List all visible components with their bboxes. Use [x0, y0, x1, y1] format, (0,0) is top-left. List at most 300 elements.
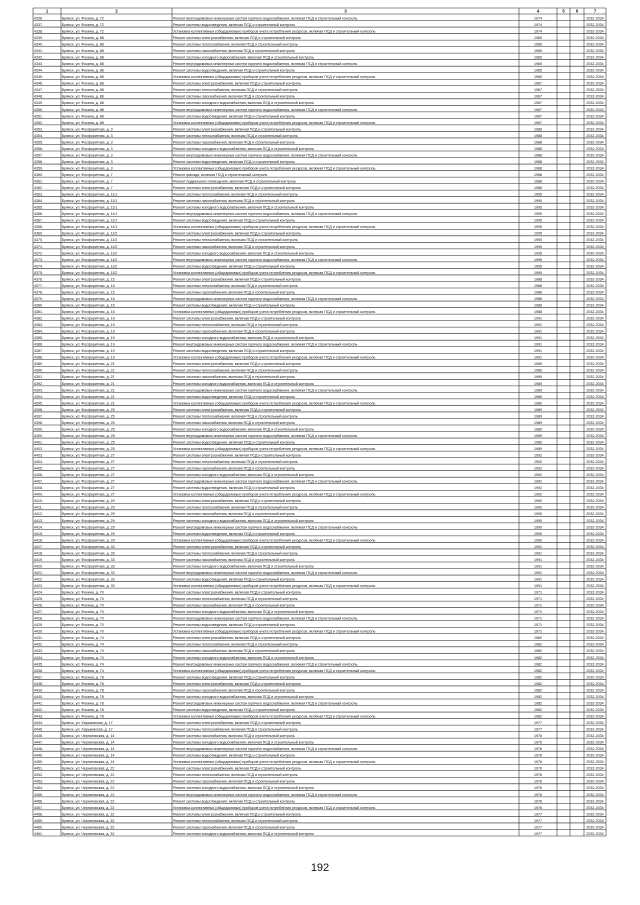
row-work-type: Ремонт системы холодного водоснабжения, включая ПСД и строительный контроль	[173, 251, 314, 256]
row-work-type: Установка коллективных (общедомовых) приборов учета потребления ресурсов, включая ПСД и строительный контроль	[173, 538, 376, 543]
table-row	[34, 760, 604, 764]
row-year: 1976	[534, 805, 542, 810]
row-period: 2032-2034	[586, 590, 604, 595]
table-row	[34, 519, 604, 523]
table-row	[34, 421, 604, 425]
row-work-type: Ремонт внутридомовых инженерных систем горячего водоснабжения, включая ПСД и строительный контроль	[173, 570, 358, 575]
table-row	[34, 297, 604, 301]
row-period: 2032-2034	[586, 153, 604, 158]
row-year: 1974	[534, 29, 542, 34]
row-work-type: Ремонт внутридомовых инженерных систем горячего водоснабжения, включая ПСД и строительный контроль	[173, 662, 358, 667]
row-work-type: Ремонт системы газоснабжения, включая ПСД и строительный контроль	[173, 603, 295, 608]
table-row	[34, 493, 604, 497]
row-period: 2032-2034	[586, 714, 604, 719]
row-address: Брянск, ул. Фосфоритная, д. 11/1	[62, 225, 118, 230]
row-address: Брянск, ул. Фосфоритная, д. 11/1	[62, 212, 118, 217]
row-year: 1965	[534, 68, 542, 73]
table-row	[34, 232, 604, 236]
row-number: 4390.	[34, 368, 43, 373]
row-number: 4429.	[34, 623, 43, 628]
row-period: 2032-2034	[586, 831, 604, 836]
row-work-type: Ремонт подвального помещения, включая ПСД и строительный контроль	[173, 179, 296, 184]
row-work-type: Установка коллективных (общедомовых) приборов учета потребления ресурсов, включая ПСД и строительный контроль	[173, 668, 376, 673]
row-number: 4380.	[34, 303, 43, 308]
row-address: Брянск, ул. Фокина, д. 88	[62, 68, 104, 73]
row-address: Брянск, ул. Черниговская, д. 22	[62, 779, 115, 784]
row-year: 1989	[534, 414, 542, 419]
table-row	[34, 440, 604, 444]
row-year: 1976	[534, 747, 542, 752]
row-period: 2032-2034	[586, 505, 604, 510]
table-row	[34, 675, 604, 679]
row-address: Брянск, ул. Фосфоритная, д. 11/1	[62, 218, 118, 223]
row-period: 2032-2034	[586, 486, 604, 491]
row-number: 4426.	[34, 603, 43, 608]
row-work-type: Ремонт системы холодного водоснабжения, включая ПСД и строительный контроль	[173, 336, 314, 341]
table-row	[34, 584, 604, 588]
row-period: 2032-2034	[586, 688, 604, 693]
row-work-type: Ремонт системы электроснабжения, включая ПСД и строительный контроль	[173, 453, 302, 458]
row-number: 4338.	[34, 29, 43, 34]
row-address: Брянск, ул. Фокина, д. 72	[62, 16, 104, 21]
row-work-type: Ремонт системы электроснабжения, включая ПСД и строительный контроль	[173, 636, 302, 641]
row-work-type: Ремонт системы холодного водоснабжения, включая ПСД и строительный контроль	[173, 518, 314, 523]
table-row	[34, 69, 604, 73]
row-work-type: Ремонт системы водоотведения, включая ПСД и строительный контроль	[173, 114, 296, 119]
table-row	[34, 454, 604, 458]
page-number: 192	[310, 862, 330, 874]
row-address: Брянск, ул. Фосфоритная, д. 11/2	[62, 270, 118, 275]
table-row	[34, 180, 604, 184]
row-number: 4437.	[34, 675, 43, 680]
row-work-type: Ремонт системы теплоснабжения, включая ПСД и строительный контроль	[173, 283, 298, 288]
row-period: 2032-2034	[586, 186, 604, 191]
row-period: 2032-2034	[586, 120, 604, 125]
row-year: 1982	[534, 649, 542, 654]
row-number: 4357.	[34, 153, 43, 158]
row-address: Брянск, ул. Фокина, д. 70	[62, 590, 104, 595]
row-number: 4355.	[34, 140, 43, 145]
row-year: 1977	[534, 825, 542, 830]
row-year: 1967	[534, 107, 542, 112]
row-year: 1967	[534, 94, 542, 99]
table-row	[34, 649, 604, 653]
row-period: 2032-2034	[586, 479, 604, 484]
row-number: 4343.	[34, 62, 43, 67]
row-work-type: Ремонт системы водоотведения, включая ПСД и строительный контроль	[173, 218, 296, 223]
row-address: Брянск, ул. Фокина, д. 78	[62, 701, 104, 706]
row-number: 4336.	[34, 16, 43, 21]
row-period: 2032-2034	[586, 499, 604, 504]
row-number: 4412.	[34, 512, 43, 517]
table-row	[34, 656, 604, 660]
row-year: 1989	[534, 401, 542, 406]
row-address: Брянск, ул. Черниговская, д. 32	[62, 818, 115, 823]
row-number: 4348.	[34, 94, 43, 99]
row-year: 1992	[534, 486, 542, 491]
row-address: Брянск, ул. Фокина, д. 88	[62, 55, 104, 60]
row-year: 1988	[534, 283, 542, 288]
row-number: 4424.	[34, 590, 43, 595]
row-number: 4379.	[34, 296, 43, 301]
row-address: Брянск, ул. Фосфоритная, д. 25	[62, 420, 115, 425]
row-year: 1982	[534, 681, 542, 686]
table-row	[34, 701, 604, 705]
row-work-type: Ремонт системы холодного водоснабжения, включая ПСД и строительный контроль	[173, 146, 314, 151]
table-row	[34, 669, 604, 673]
row-address: Брянск, ул. Фосфоритная, д. 27	[62, 473, 115, 478]
row-address: Брянск, ул. Фосфоритная, д. 7	[62, 179, 113, 184]
row-period: 2032-2034	[586, 433, 604, 438]
row-number: 4434.	[34, 655, 43, 660]
row-work-type: Ремонт системы электроснабжения, включая ПСД и строительный контроль	[173, 499, 302, 504]
row-number: 4395.	[34, 401, 43, 406]
row-address: Брянск, ул. Фосфоритная, д. 7	[62, 186, 113, 191]
row-year: 1976	[534, 786, 542, 791]
table-row	[34, 290, 604, 294]
row-year: 1974	[534, 16, 542, 21]
row-number: 4363.	[34, 192, 43, 197]
row-year: 1992	[534, 453, 542, 458]
row-period: 2032-2034	[586, 766, 604, 771]
row-number: 4449.	[34, 753, 43, 758]
row-year: 1967	[534, 81, 542, 86]
row-work-type: Ремонт системы электроснабжения, включая ПСД и строительный контроль	[173, 590, 302, 595]
row-number: 4419.	[34, 557, 43, 562]
row-work-type: Ремонт системы теплоснабжения, включая ПСД и строительный контроль	[173, 88, 298, 93]
row-work-type: Ремонт системы электроснабжения, включая ПСД и строительный контроль	[173, 362, 302, 367]
row-number: 4460.	[34, 825, 43, 830]
row-period: 2032-2034	[586, 55, 604, 60]
row-year: 1965	[534, 75, 542, 80]
row-year: 1971	[534, 590, 542, 595]
row-year: 1990	[534, 525, 542, 530]
row-work-type: Установка коллективных (общедомовых) приборов учета потребления ресурсов, включая ПСД и строительный контроль	[173, 309, 376, 314]
row-address: Брянск, ул. Фокина, д. 70	[62, 623, 104, 628]
table-row	[34, 793, 604, 797]
row-number: 4411.	[34, 505, 43, 510]
row-year: 1992	[534, 460, 542, 465]
row-period: 2032-2034	[586, 570, 604, 575]
row-number: 4368.	[34, 225, 43, 230]
row-period: 2032-2034	[586, 805, 604, 810]
row-period: 2032-2034	[586, 407, 604, 412]
row-period: 2032-2034	[586, 336, 604, 341]
row-address: Брянск, ул. Фосфоритная, д. 27	[62, 460, 115, 465]
row-work-type: Установка коллективных (общедомовых) приборов учета потребления ресурсов, включая ПСД и строительный контроль	[173, 29, 376, 34]
column-header-7: 7	[593, 8, 597, 14]
table-row	[34, 728, 604, 732]
table-row	[34, 486, 604, 490]
row-year: 1995	[534, 270, 542, 275]
row-year: 1982	[534, 675, 542, 680]
row-work-type: Ремонт системы теплоснабжения, включая ПСД и строительный контроль	[173, 460, 298, 465]
row-work-type: Ремонт системы электроснабжения, включая ПСД и строительный контроль	[173, 544, 302, 549]
row-address: Брянск, ул. Фосфоритная, д. 29	[62, 512, 115, 517]
row-period: 2032-2034	[586, 414, 604, 419]
row-number: 4385.	[34, 336, 43, 341]
row-period: 2032-2034	[586, 290, 604, 295]
row-period: 2032-2034	[586, 199, 604, 204]
row-work-type: Ремонт системы теплоснабжения, включая ПСД и строительный контроль	[173, 505, 298, 510]
table-row	[34, 754, 604, 758]
table-row	[34, 127, 604, 131]
row-year: 1982	[534, 642, 542, 647]
row-period: 2032-2034	[586, 446, 604, 451]
table-row	[34, 395, 604, 399]
row-year: 1995	[534, 192, 542, 197]
row-year: 1982	[534, 694, 542, 699]
row-period: 2032-2034	[586, 329, 604, 334]
row-number: 4456.	[34, 799, 43, 804]
row-work-type: Ремонт системы водоотведения, включая ПСД и строительный контроль	[173, 264, 296, 269]
row-work-type: Ремонт внутридомовых инженерных систем горячего водоснабжения, включая ПСД и строительный контроль	[173, 212, 358, 217]
row-number: 4372.	[34, 251, 43, 256]
row-number: 4425.	[34, 597, 43, 602]
row-work-type: Установка коллективных (общедомовых) приборов учета потребления ресурсов, включая ПСД и строительный контроль	[173, 166, 376, 171]
column-header-3: 3	[344, 8, 347, 14]
row-year: 1991	[534, 551, 542, 556]
table-row	[34, 558, 604, 562]
row-number: 4407.	[34, 479, 43, 484]
row-number: 4433.	[34, 649, 43, 654]
row-period: 2032-2034	[586, 610, 604, 615]
row-year: 1977	[534, 727, 542, 732]
row-period: 2032-2034	[586, 512, 604, 517]
row-address: Брянск, ул. Фосфоритная, д. 3	[62, 146, 113, 151]
table-row	[34, 284, 604, 288]
row-number: 4369.	[34, 231, 43, 236]
row-work-type: Ремонт системы электроснабжения, включая ПСД и строительный контроль	[173, 720, 302, 725]
table-row	[34, 160, 604, 164]
row-period: 2032-2034	[586, 35, 604, 40]
row-work-type: Ремонт системы электроснабжения, включая ПСД и строительный контроль	[173, 681, 302, 686]
row-period: 2032-2034	[586, 747, 604, 752]
row-number: 4439.	[34, 688, 43, 693]
row-address: Брянск, ул. Черниговская, д. 22	[62, 799, 115, 804]
row-year: 1988	[534, 153, 542, 158]
row-period: 2032-2034	[586, 81, 604, 86]
table-row	[34, 434, 604, 438]
table-row	[34, 773, 604, 777]
row-year: 1995	[534, 205, 542, 210]
row-period: 2032-2034	[586, 244, 604, 249]
row-period: 2032-2034	[586, 825, 604, 830]
row-year: 1991	[534, 336, 542, 341]
row-period: 2032-2034	[586, 818, 604, 823]
row-number: 4446.	[34, 734, 43, 739]
row-year: 1982	[534, 701, 542, 706]
table-row	[34, 819, 604, 823]
table-row	[34, 741, 604, 745]
table-row	[34, 597, 604, 601]
row-work-type: Ремонт внутридомовых инженерных систем горячего водоснабжения, включая ПСД и строительный контроль	[173, 388, 358, 393]
row-address: Брянск, ул. Харьковская, д. 17	[62, 720, 113, 725]
row-year: 1992	[534, 492, 542, 497]
row-number: 4408.	[34, 486, 43, 491]
table-row	[34, 310, 604, 314]
column-header-2: 2	[115, 8, 118, 14]
table-row	[34, 506, 604, 510]
row-address: Брянск, ул. Черниговская, д. 32	[62, 812, 115, 817]
row-number: 4384.	[34, 329, 43, 334]
row-period: 2032-2034	[586, 538, 604, 543]
row-work-type: Ремонт внутридомовых инженерных систем горячего водоснабжения, включая ПСД и строительный контроль	[173, 433, 358, 438]
row-period: 2032-2034	[586, 551, 604, 556]
row-number: 4415.	[34, 531, 43, 536]
row-period: 2032-2034	[586, 577, 604, 582]
table-row	[34, 636, 604, 640]
row-year: 1977	[534, 831, 542, 836]
table-row	[34, 604, 604, 608]
row-number: 4351.	[34, 114, 43, 119]
row-number: 4366.	[34, 212, 43, 217]
row-period: 2032-2034	[586, 22, 604, 27]
row-number: 4396.	[34, 407, 43, 412]
row-year: 1967	[534, 114, 542, 119]
row-address: Брянск, ул. Черниговская, д. 14	[62, 734, 115, 739]
row-number: 4423.	[34, 583, 43, 588]
row-period: 2032-2034	[586, 296, 604, 301]
row-work-type: Ремонт системы электроснабжения, включая ПСД и строительный контроль	[173, 407, 302, 412]
row-work-type: Установка коллективных (общедомовых) приборов учета потребления ресурсов, включая ПСД и строительный контроль	[173, 446, 376, 451]
row-year: 1995	[534, 199, 542, 204]
row-work-type: Ремонт системы электроснабжения, включая ПСД и строительный контроль	[173, 186, 302, 191]
row-period: 2032-2034	[586, 453, 604, 458]
row-work-type: Ремонт системы электроснабжения, включая ПСД и строительный контроль	[173, 766, 302, 771]
row-work-type: Ремонт системы холодного водоснабжения, включая ПСД и строительный контроль	[173, 205, 314, 210]
row-year: 1982	[534, 714, 542, 719]
row-address: Брянск, ул. Черниговская, д. 32	[62, 825, 115, 830]
row-address: Брянск, ул. Фосфоритная, д. 29	[62, 525, 115, 530]
table-row	[34, 212, 604, 216]
row-year: 1974	[534, 22, 542, 27]
row-year: 1989	[534, 368, 542, 373]
row-work-type: Ремонт внутридомовых инженерных систем горячего водоснабжения, включая ПСД и строительный контроль	[173, 62, 358, 67]
row-number: 4450.	[34, 760, 43, 765]
row-period: 2032-2034	[586, 16, 604, 21]
table-row	[34, 545, 604, 549]
row-period: 2032-2034	[586, 779, 604, 784]
row-address: Брянск, ул. Фосфоритная, д. 33	[62, 557, 115, 562]
row-number: 4339.	[34, 35, 43, 40]
row-work-type: Ремонт системы холодного водоснабжения, включая ПСД и строительный контроль	[173, 610, 314, 615]
row-work-type: Ремонт системы газоснабжения, включая ПСД и строительный контроль	[173, 329, 295, 334]
row-number: 4452.	[34, 773, 43, 778]
row-work-type: Ремонт системы газоснабжения, включая ПСД и строительный контроль	[173, 779, 295, 784]
row-address: Брянск, ул. Фокина, д. 88	[62, 94, 104, 99]
row-address: Брянск, ул. Фосфоритная, д. 15	[62, 296, 115, 301]
row-period: 2032-2034	[586, 773, 604, 778]
row-work-type: Установка коллективных (общедомовых) приборов учета потребления ресурсов, включая ПСД и строительный контроль	[173, 492, 376, 497]
row-year: 1989	[534, 440, 542, 445]
row-work-type: Ремонт системы электроснабжения, включая ПСД и строительный контроль	[173, 81, 302, 86]
row-number: 4442.	[34, 707, 43, 712]
row-year: 1967	[534, 120, 542, 125]
row-period: 2032-2034	[586, 564, 604, 569]
row-number: 4403.	[34, 453, 43, 458]
table-row	[34, 349, 604, 353]
table-row	[34, 82, 604, 86]
row-period: 2032-2034	[586, 381, 604, 386]
row-number: 4454.	[34, 786, 43, 791]
row-work-type: Ремонт системы холодного водоснабжения, включая ПСД и строительный контроль	[173, 831, 314, 836]
row-address: Брянск, ул. Фосфоритная, д. 33	[62, 583, 115, 588]
row-year: 1990	[534, 499, 542, 504]
row-period: 2032-2034	[586, 597, 604, 602]
row-work-type: Установка коллективных (общедомовых) приборов учета потребления ресурсов, включая ПСД и строительный контроль	[173, 401, 376, 406]
row-year: 1971	[534, 629, 542, 634]
row-address: Брянск, ул. Фокина, д. 78	[62, 675, 104, 680]
row-number: 4414.	[34, 525, 43, 530]
table-row	[34, 258, 604, 262]
row-address: Брянск, ул. Фосфоритная, д. 11/2	[62, 238, 118, 243]
row-period: 2032-2034	[586, 49, 604, 54]
row-address: Брянск, ул. Фосфоритная, д. 11/2	[62, 244, 118, 249]
column-header-6: 6	[575, 8, 579, 14]
row-period: 2032-2034	[586, 662, 604, 667]
row-work-type: Установка коллективных (общедомовых) приборов учета потребления ресурсов, включая ПСД и строительный контроль	[173, 270, 376, 275]
table-row	[34, 467, 604, 471]
row-period: 2032-2034	[586, 368, 604, 373]
row-year: 1976	[534, 760, 542, 765]
row-address: Брянск, ул. Фокина, д. 88	[62, 62, 104, 67]
row-year: 1976	[534, 799, 542, 804]
row-year: 1989	[534, 420, 542, 425]
row-number: 4383.	[34, 323, 43, 328]
row-work-type: Ремонт системы холодного водоснабжения, включая ПСД и строительный контроль	[173, 381, 314, 386]
row-year: 1971	[534, 623, 542, 628]
row-work-type: Ремонт системы холодного водоснабжения, включая ПСД и строительный контроль	[173, 694, 314, 699]
row-number: 4399.	[34, 427, 43, 432]
row-year: 1995	[534, 238, 542, 243]
row-period: 2032-2034	[586, 636, 604, 641]
table-row	[34, 336, 604, 340]
row-period: 2032-2034	[586, 283, 604, 288]
table-row	[34, 356, 604, 360]
table-row	[34, 206, 604, 210]
row-address: Брянск, ул. Фокина, д. 74	[62, 642, 104, 647]
row-year: 1988	[534, 159, 542, 164]
row-number: 4346.	[34, 81, 43, 86]
row-address: Брянск, ул. Фокина, д. 70	[62, 597, 104, 602]
row-period: 2032-2034	[586, 277, 604, 282]
row-address: Брянск, ул. Черниговская, д. 32	[62, 831, 115, 836]
row-address: Брянск, ул. Фосфоритная, д. 33	[62, 577, 115, 582]
row-address: Брянск, ул. Фосфоритная, д. 25	[62, 433, 115, 438]
row-number: 4392.	[34, 381, 43, 386]
row-address: Брянск, ул. Фосфоритная, д. 29	[62, 538, 115, 543]
row-address: Брянск, ул. Черниговская, д. 14	[62, 753, 115, 758]
row-number: 4430.	[34, 629, 43, 634]
row-period: 2032-2034	[586, 675, 604, 680]
row-work-type: Установка коллективных (общедомовых) приборов учета потребления ресурсов, включая ПСД и строительный контроль	[173, 760, 376, 765]
row-number: 4345.	[34, 75, 43, 80]
table-row	[34, 23, 604, 27]
row-address: Брянск, ул. Фосфоритная, д. 7	[62, 172, 113, 177]
table-row	[34, 714, 604, 718]
row-address: Брянск, ул. Фосфоритная, д. 27	[62, 492, 115, 497]
row-year: 1989	[534, 362, 542, 367]
row-year: 1991	[534, 323, 542, 328]
table-row	[34, 36, 604, 40]
row-period: 2032-2034	[586, 303, 604, 308]
row-period: 2032-2034	[586, 460, 604, 465]
row-period: 2032-2034	[586, 362, 604, 367]
row-work-type: Ремонт системы электроснабжения, включая ПСД и строительный контроль	[173, 316, 302, 321]
row-period: 2032-2034	[586, 140, 604, 145]
row-period: 2032-2034	[586, 518, 604, 523]
